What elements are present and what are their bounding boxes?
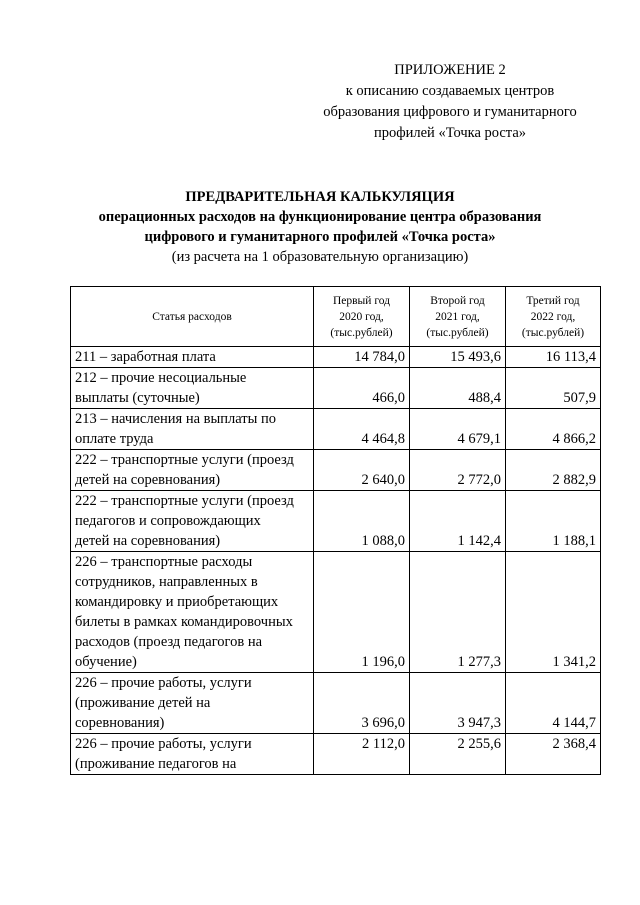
document-subtitle: цифрового и гуманитарного профилей «Точка роста» [144,229,496,245]
item-line: 226 – транспортные расходы [75,554,253,570]
header-line: 2022 год, [530,310,576,323]
value-2021: 2 772,0 [410,450,506,491]
item-line: билеты в рамках командировочных [75,614,293,630]
expense-item [71,368,314,409]
item-line: сотрудников, направленных в [75,574,258,590]
expense-item [71,673,314,734]
value-2020: 2 112,0 [314,734,410,775]
item-line: (проживание педагогов на [75,756,237,772]
header-line: (тыс.рублей) [426,326,489,339]
value-2022: 1 188,1 [506,491,601,552]
table-row [71,673,601,734]
expense-item [71,734,314,775]
table-row [71,368,601,409]
table-row [71,347,601,368]
document-note: (из расчета на 1 образовательную организацию) [171,249,469,265]
value-2020: 1 088,0 [314,491,410,552]
table-row [71,450,601,491]
item-line: 226 – прочие работы, услуги [75,736,252,752]
item-line: (проживание детей на [75,695,211,711]
value-2022: 1 341,2 [506,552,601,673]
table-header-row [71,287,601,347]
header-line: 2021 год, [435,310,480,323]
item-line: соревнования) [75,715,165,731]
appendix-block [300,60,600,144]
value-2022: 507,9 [506,368,601,409]
calculation-table [70,286,601,775]
document-subtitle: операционных расходов на функционирование центра образования [98,209,542,225]
appendix-line: профилей «Точка роста» [373,125,527,141]
item-line: оплате труда [75,431,154,447]
column-header-2022 [506,287,601,347]
column-header-2021 [410,287,506,347]
value-2021: 1 142,4 [410,491,506,552]
value-2021: 3 947,3 [410,673,506,734]
value-2021: 488,4 [410,368,506,409]
item-line: 211 – заработная плата [75,349,216,365]
header-line: (тыс.рублей) [521,326,585,339]
value-2020: 4 464,8 [314,409,410,450]
item-line: детей на соревнования) [75,472,221,488]
expense-item [71,491,314,552]
value-2020: 3 696,0 [314,673,410,734]
item-line: 213 – начисления на выплаты по [75,411,277,427]
item-line: детей на соревнования) [75,533,221,549]
value-2021: 4 679,1 [410,409,506,450]
header-line: Первый год [332,294,391,307]
table-row [71,409,601,450]
value-2022: 2 368,4 [506,734,601,775]
item-line: обучение) [75,654,137,670]
value-2021: 1 277,3 [410,552,506,673]
item-line: 212 – прочие несоциальные [75,370,247,386]
value-2022: 4 866,2 [506,409,601,450]
value-2021: 2 255,6 [410,734,506,775]
item-line: расходов (проезд педагогов на [75,634,263,650]
item-line: педагогов и сопровождающих [75,513,261,529]
expense-item [71,347,314,368]
expense-item [71,450,314,491]
item-line: 222 – транспортные услуги (проезд [75,452,294,468]
expense-item [71,552,314,673]
appendix-line: к описанию создаваемых центров [345,83,555,99]
appendix-title: ПРИЛОЖЕНИЕ 2 [394,62,506,78]
value-2022: 16 113,4 [506,347,601,368]
table-row [71,552,601,673]
item-line: 222 – транспортные услуги (проезд [75,493,294,509]
header-line: (тыс.рублей) [330,326,393,339]
column-header-item: Статья расходов [71,287,314,347]
table-row [71,491,601,552]
value-2020: 466,0 [314,368,410,409]
header-line: 2020 год, [339,310,384,323]
appendix-line: образования цифрового и гуманитарного [323,104,577,120]
item-line: командировку и приобретающих [75,594,279,610]
header-line: Второй год [430,294,485,307]
item-line: 226 – прочие работы, услуги [75,675,252,691]
value-2022: 2 882,9 [506,450,601,491]
document-title: ПРЕДВАРИТЕЛЬНАЯ КАЛЬКУЛЯЦИЯ [185,189,455,205]
value-2020: 14 784,0 [314,347,410,368]
table-row [71,734,601,775]
value-2022: 4 144,7 [506,673,601,734]
item-line: выплаты (суточные) [75,390,200,406]
expense-item [71,409,314,450]
value-2021: 15 493,6 [410,347,506,368]
document-heading [60,187,580,267]
header-line: Третий год [526,294,580,307]
column-header-2020 [314,287,410,347]
value-2020: 1 196,0 [314,552,410,673]
value-2020: 2 640,0 [314,450,410,491]
